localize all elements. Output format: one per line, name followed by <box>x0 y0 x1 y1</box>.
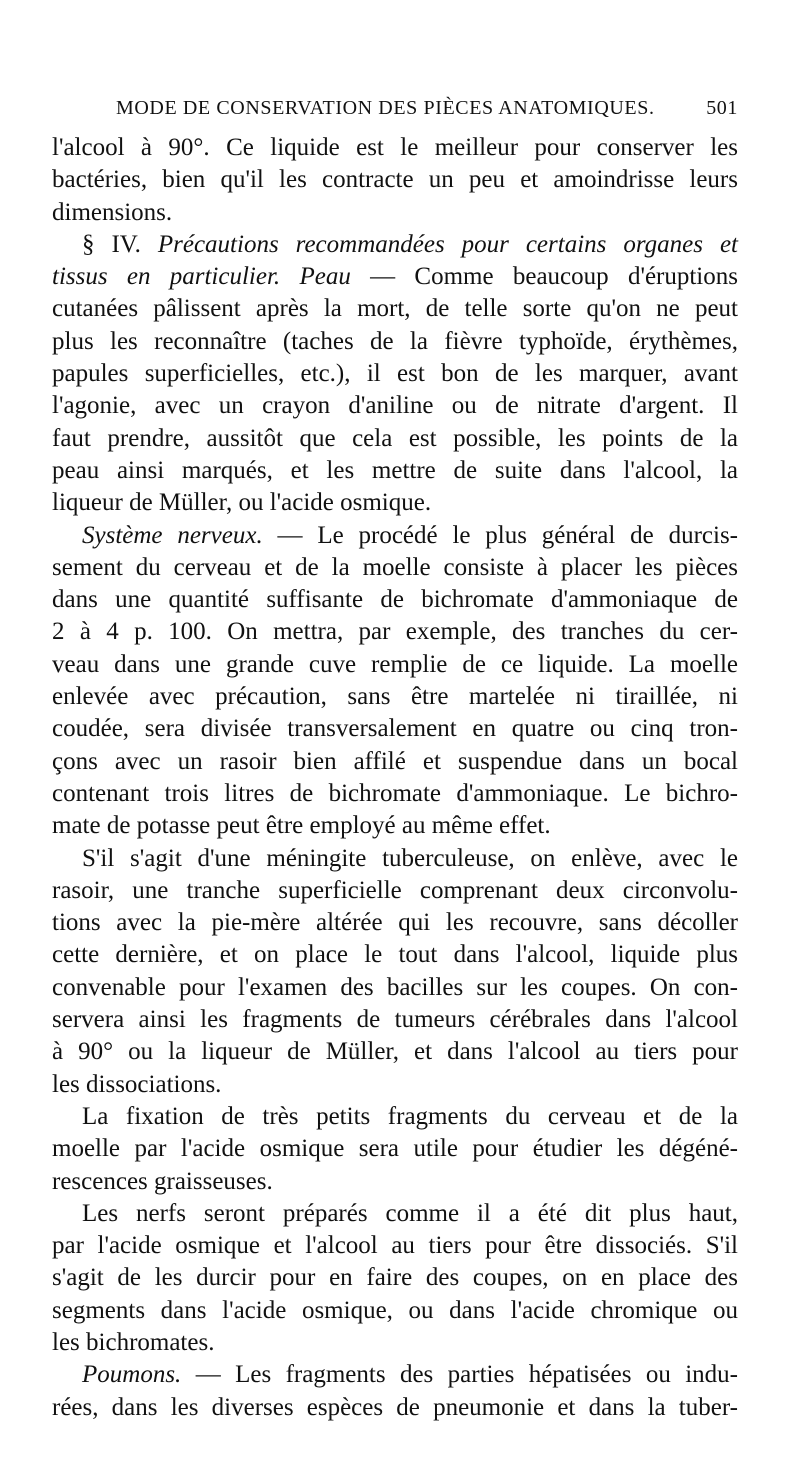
text-line: tissus en particulier. Peau — Comme beaucoup d'éruptions <box>52 263 738 291</box>
page-number: 501 <box>706 97 738 119</box>
text-line: 2 à 4 p. 100. On mettra, par exemple, des tranches du cer- <box>52 618 738 646</box>
text-line: Poumons. — Les fragments des parties hépatisées ou indu- <box>82 1361 738 1389</box>
text-line: tions avec la pie-mère altérée qui les recouvre, sans décoller <box>52 909 738 937</box>
text-line: l'agonie, avec un crayon d'aniline ou de nitrate d'argent. Il <box>52 392 738 420</box>
text-line: peau ainsi marqués, et les mettre de suite dans l'alcool, la <box>52 456 738 484</box>
text-line: Système nerveux. — Le procédé le plus général de durcis- <box>82 521 738 549</box>
text-line: faut prendre, aussitôt que cela est possible, les points de la <box>52 424 738 452</box>
text-line: rescences graisseuses. <box>52 1167 273 1195</box>
text-line: cette dernière, et on place le tout dans l'alcool, liquide plus <box>52 941 738 969</box>
text-line: sement du cerveau et de la moelle consiste à placer les pièces <box>52 553 738 581</box>
text-line: coudée, sera divisée transversalement en quatre ou cinq tron- <box>52 715 738 743</box>
text-line: S'il s'agit d'une méningite tuberculeuse, on enlève, avec le <box>82 844 738 872</box>
text-line: La fixation de très petits fragments du cerveau et de la <box>82 1102 738 1130</box>
text-line: moelle par l'acide osmique sera utile pour étudier les dégéné- <box>52 1135 738 1163</box>
text-line: dimensions. <box>52 198 173 226</box>
subsection-heading-systeme-nerveux: Système nerveux. <box>82 521 263 549</box>
text-line: enlevée avec précaution, sans être martelée ni tiraillée, ni <box>52 683 738 711</box>
body-text <box>52 132 738 1424</box>
text-line: bactéries, bien qu'il les contracte un peu et amoindrisse leurs <box>52 166 738 194</box>
text-line: à 90° ou la liqueur de Müller, et dans l'alcool au tiers pour <box>52 1038 738 1066</box>
text-line: les dissociations. <box>52 1070 222 1098</box>
text-line: contenant trois litres de bichromate d'ammoniaque. Le bichro- <box>52 779 738 807</box>
text-line: rasoir, une tranche superficielle comprenant deux circonvolu- <box>52 876 738 904</box>
subsection-heading-peau: tissus en particulier. Peau <box>52 263 351 291</box>
text-line: cutanées pâlissent après la mort, de telle sorte qu'on ne peut <box>52 295 738 323</box>
text-line: segments dans l'acide osmique, ou dans l'acide chromique ou <box>52 1296 738 1324</box>
text-line: rées, dans les diverses espèces de pneumonie et dans la tuber- <box>52 1393 738 1421</box>
section-heading-line: § IV. Précautions recommandées pour certains organes et <box>82 230 738 258</box>
running-header <box>52 97 738 129</box>
text-line: papules superficielles, etc.), il est bon de les marquer, avant <box>52 360 738 388</box>
text-line: s'agit de les durcir pour en faire des coupes, on en place des <box>52 1264 738 1292</box>
text-line: par l'acide osmique et l'alcool au tiers pour être dissociés. S'il <box>52 1232 738 1260</box>
text-line: dans une quantité suffisante de bichromate d'ammoniaque de <box>52 586 738 614</box>
section-heading: Précautions recommandées pour certains organes et <box>157 230 738 258</box>
text-line: les bichromates. <box>52 1328 215 1356</box>
subsection-heading-poumons: Poumons. <box>82 1361 182 1389</box>
text-line: servera ainsi les fragments de tumeurs cérébrales dans l'alcool <box>52 1006 738 1034</box>
running-title: MODE DE CONSERVATION DES PIÈCES ANATOMIQUES. <box>116 97 655 119</box>
text-line: plus les reconnaître (taches de la fièvre typhoïde, érythèmes, <box>52 327 738 355</box>
text-line: l'alcool à 90°. Ce liquide est le meilleur pour conserver les <box>52 134 738 161</box>
text-line: liqueur de Müller, ou l'acide osmique. <box>52 489 432 517</box>
text-line: çons avec un rasoir bien affilé et suspendue dans un bocal <box>52 747 738 775</box>
text-line: veau dans une grande cuve remplie de ce liquide. La moelle <box>52 650 738 678</box>
text-line: Les nerfs seront préparés comme il a été dit plus haut, <box>82 1199 738 1227</box>
text-line: mate de potasse peut être employé au même effet. <box>52 812 551 840</box>
text-line: convenable pour l'examen des bacilles sur les coupes. On con- <box>52 973 738 1001</box>
